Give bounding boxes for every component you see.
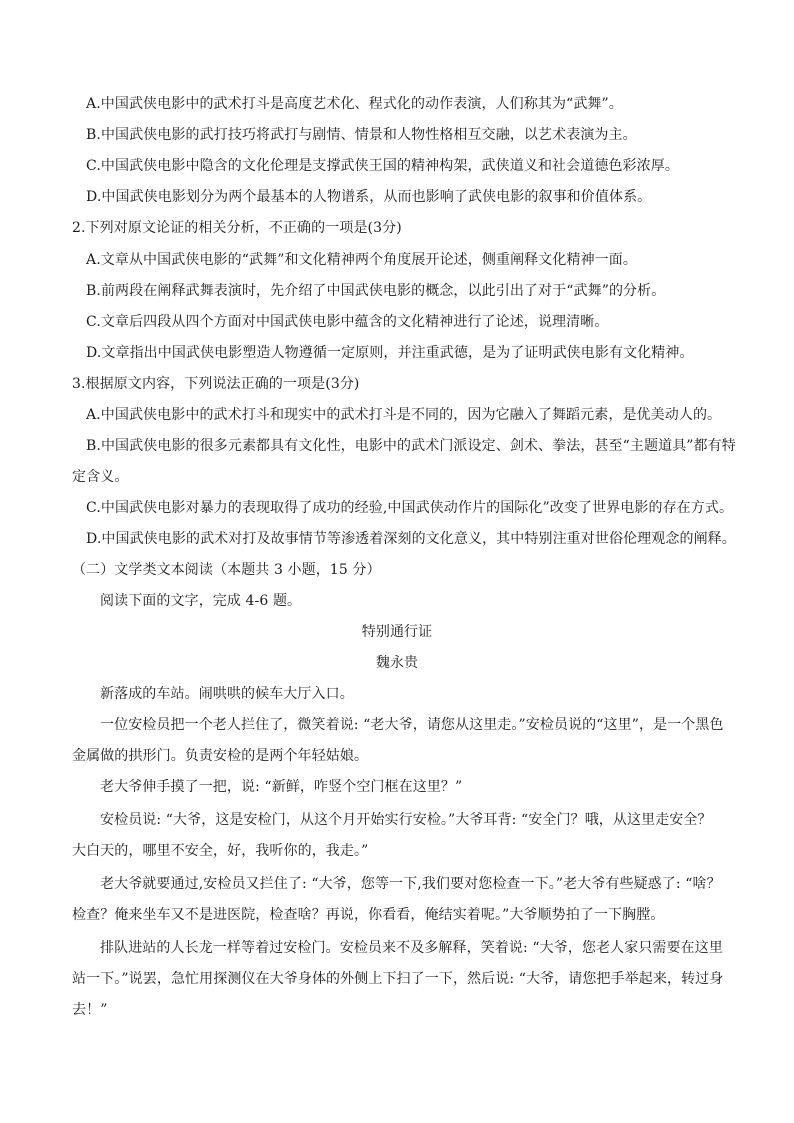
story-paragraph-6-line3: 去！” <box>72 1002 108 1018</box>
q1-option-c: C.中国武侠电影中隐含的文化伦理是支撑武侠王国的精神构架，武侠道义和社会道德色彩浓厚。 <box>86 158 679 174</box>
story-paragraph-6-line2: 站一下。”说罢，急忙用探测仪在大爷身体的外侧上下扫了一下，然后说: “大爷，请您把手举起来，转过身 <box>72 971 724 987</box>
q1-option-d: D.中国武侠电影划分为两个最基本的人物谱系，从而也影响了武侠电影的叙事和价值体系。 <box>86 189 652 205</box>
story-paragraph-2-line2: 金属做的拱形门。负责安检的是两个年轻姑娘。 <box>72 748 369 764</box>
section-instruction: 阅读下面的文字，完成 4-6 题。 <box>100 593 302 609</box>
q3-option-b-line1: B.中国武侠电影的很多元素都具有文化性，电影中的武术门派设定、剑术、拳法，甚至“主题道具”都有特 <box>86 438 736 454</box>
q3-option-d: D.中国武侠电影的武术对打及故事情节等渗透着深刻的文化意义，其中特别注重对世俗伦理观念的阐释。 <box>86 531 736 547</box>
q2-option-c: C.文章后四段从四个方面对中国武侠电影中蕴含的文化精神进行了论述，说理清晰。 <box>86 314 609 330</box>
story-paragraph-2-line1: 一位安检员把一个老人拦住了，微笑着说: “老大爷，请您从这里走。”安检员说的“这里”，是一个黑色 <box>100 717 724 733</box>
story-title: 特别通行证 <box>361 624 433 640</box>
q3-stem: 3.根据原文内容，下列说法正确的一项是(3分) <box>72 376 360 392</box>
story-paragraph-5-line2: 检查？俺来坐车又不是进医院，检查啥？再说，你看看，俺结实着呢。”大爷顺势拍了一下胸膛。 <box>72 907 665 923</box>
story-paragraph-6-line1: 排队进站的人长龙一样等着过安检门。安检员来不及多解释，笑着说: “大爷，您老人家只需要在这里 <box>100 940 723 956</box>
q2-stem: 2.下列对原文论证的相关分析，不正确的一项是(3分) <box>72 220 402 236</box>
q3-option-a: A.中国武侠电影中的武术打斗和现实中的武术打斗是不同的，因为它融入了舞蹈元素，是优美动人的。 <box>86 407 722 423</box>
story-paragraph-1: 新落成的车站。闹哄哄的候车大厅入口。 <box>100 686 354 702</box>
q1-option-a: A.中国武侠电影中的武术打斗是高度艺术化、程式化的动作表演，人们称其为“武舞”。 <box>86 96 623 112</box>
q2-option-b: B.前两段在阐释武舞表演时，先介绍了中国武侠电影的概念，以此引出了对于“武舞”的分析。 <box>86 283 666 299</box>
story-paragraph-5-line1: 老大爷就要通过,安检员又拦住了: “大爷，您等一下,我们要对您检查一下。”老大爷有些疑惑了: “啥？ <box>100 876 721 892</box>
story-paragraph-4-line1: 安检员说: “大爷，这是安检门，从这个月开始实行安检。”大爷耳背: “安全门？哦，从这里走安全？ <box>100 812 712 828</box>
q2-option-a: A.文章从中国武侠电影的“武舞”和文化精神两个角度展开论述，侧重阐释文化精神一面。 <box>86 252 637 268</box>
story-paragraph-3: 老大爷伸手摸了一把，说: “新鲜，咋竖个空门框在这里？” <box>100 779 463 795</box>
q2-option-d: D.文章指出中国武侠电影塑造人物遵循一定原则，并注重武德，是为了证明武侠电影有文化精神。 <box>86 345 694 361</box>
story-paragraph-4-line2: 大白天的，哪里不安全，好，我听你的，我走。” <box>72 843 369 859</box>
q3-option-c: C.中国武侠电影对暴力的表现取得了成功的经验,中国武侠动作片的国际化”改变了世界电影的存在方式。 <box>86 500 734 516</box>
q1-option-b: B.中国武侠电影的武打技巧将武打与剧情、情景和人物性格相互交融，以艺术表演为主。 <box>86 127 637 143</box>
q3-option-b-line2: 定含义。 <box>72 469 129 485</box>
section-heading: （二）文学类文本阅读（本题共 3 小题，15 分） <box>72 562 381 578</box>
story-author: 魏永贵 <box>375 655 419 671</box>
